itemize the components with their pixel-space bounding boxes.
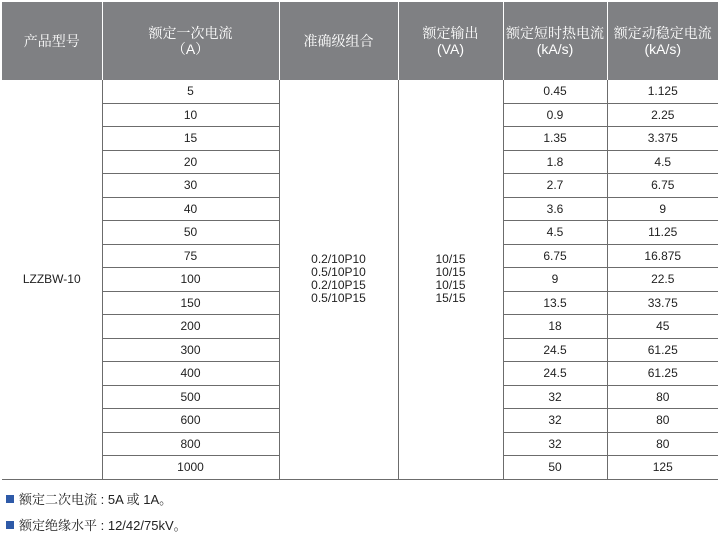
accuracy-class-item: 0.5/10P10 [311, 265, 366, 280]
cell-thermal-current: 24.5 [503, 362, 607, 386]
cell-dynamic-current: 4.5 [607, 150, 718, 174]
cell-dynamic-current: 9 [607, 197, 718, 221]
header-dynamic-unit: (kA/s) [644, 41, 682, 57]
cell-primary-current: 600 [102, 409, 279, 433]
note-text: 额定二次电流 : 5A 或 1A。 [19, 492, 173, 507]
header-dynamic-label: 额定动稳定电流 [613, 25, 712, 41]
cell-thermal-current: 18 [503, 315, 607, 339]
header-accuracy-class: 准确级组合 [279, 2, 398, 80]
header-dynamic-current [607, 2, 718, 80]
cell-primary-current: 300 [102, 338, 279, 362]
cell-thermal-current: 50 [503, 456, 607, 480]
cell-primary-current: 30 [102, 174, 279, 198]
cell-thermal-current: 32 [503, 385, 607, 409]
cell-primary-current: 400 [102, 362, 279, 386]
cell-thermal-current: 9 [503, 268, 607, 292]
cell-primary-current: 500 [102, 385, 279, 409]
header-current-unit: （A） [171, 41, 210, 57]
cell-primary-current: 5 [102, 80, 279, 103]
cell-dynamic-current: 33.75 [607, 291, 718, 315]
cell-thermal-current: 2.7 [503, 174, 607, 198]
cell-thermal-current: 1.35 [503, 127, 607, 151]
cell-primary-current: 40 [102, 197, 279, 221]
header-output-label: 额定输出 [422, 25, 479, 41]
header-current-label: 额定一次电流 [148, 25, 233, 41]
accuracy-class-item: 0.2/10P15 [311, 278, 366, 293]
cell-dynamic-current: 61.25 [607, 338, 718, 362]
cell-model: LZZBW-10 [2, 80, 102, 479]
header-model: 产品型号 [2, 2, 102, 80]
accuracy-class-item: 0.2/10P10 [311, 252, 366, 267]
cell-thermal-current: 6.75 [503, 244, 607, 268]
cell-thermal-current: 32 [503, 409, 607, 433]
rated-output-item: 15/15 [435, 291, 466, 306]
cell-dynamic-current: 80 [607, 409, 718, 433]
square-bullet-icon [6, 521, 14, 529]
cell-accuracy-classes [279, 80, 398, 479]
cell-thermal-current: 13.5 [503, 291, 607, 315]
header-thermal-current [503, 2, 607, 80]
cell-thermal-current: 3.6 [503, 197, 607, 221]
cell-primary-current: 20 [102, 150, 279, 174]
cell-dynamic-current: 80 [607, 385, 718, 409]
note-insulation-level [6, 517, 187, 543]
cell-thermal-current: 1.8 [503, 150, 607, 174]
cell-primary-current: 50 [102, 221, 279, 245]
accuracy-class-item: 0.5/10P15 [311, 291, 366, 306]
note-text: 额定绝缘水平 : 12/42/75kV。 [19, 518, 187, 533]
rated-output-item: 10/15 [435, 252, 466, 267]
cell-primary-current: 15 [102, 127, 279, 151]
cell-dynamic-current: 11.25 [607, 221, 718, 245]
header-thermal-unit: (kA/s) [536, 41, 574, 57]
notes-list [6, 491, 187, 543]
cell-primary-current: 1000 [102, 456, 279, 480]
rated-output-item: 10/15 [435, 265, 466, 280]
cell-thermal-current: 32 [503, 432, 607, 456]
cell-dynamic-current: 61.25 [607, 362, 718, 386]
cell-dynamic-current: 80 [607, 432, 718, 456]
cell-primary-current: 10 [102, 103, 279, 127]
cell-thermal-current: 4.5 [503, 221, 607, 245]
cell-dynamic-current: 45 [607, 315, 718, 339]
cell-thermal-current: 0.9 [503, 103, 607, 127]
spec-table [2, 2, 718, 480]
cell-primary-current: 100 [102, 268, 279, 292]
cell-dynamic-current: 16.875 [607, 244, 718, 268]
cell-dynamic-current: 1.125 [607, 80, 718, 103]
cell-dynamic-current: 2.25 [607, 103, 718, 127]
note-secondary-current [6, 491, 187, 517]
header-row [2, 2, 718, 80]
header-rated-primary-current [102, 2, 279, 80]
square-bullet-icon [6, 495, 14, 503]
cell-primary-current: 75 [102, 244, 279, 268]
cell-dynamic-current: 3.375 [607, 127, 718, 151]
cell-rated-outputs [398, 80, 503, 479]
cell-primary-current: 800 [102, 432, 279, 456]
rated-output-item: 10/15 [435, 278, 466, 293]
header-output-unit: (VA) [437, 41, 464, 57]
header-thermal-label: 额定短时热电流 [506, 25, 604, 41]
cell-thermal-current: 0.45 [503, 80, 607, 103]
cell-dynamic-current: 125 [607, 456, 718, 480]
table-row [2, 80, 718, 103]
cell-thermal-current: 24.5 [503, 338, 607, 362]
cell-dynamic-current: 22.5 [607, 268, 718, 292]
cell-dynamic-current: 6.75 [607, 174, 718, 198]
header-rated-output [398, 2, 503, 80]
cell-primary-current: 200 [102, 315, 279, 339]
table-body [2, 80, 718, 479]
cell-primary-current: 150 [102, 291, 279, 315]
